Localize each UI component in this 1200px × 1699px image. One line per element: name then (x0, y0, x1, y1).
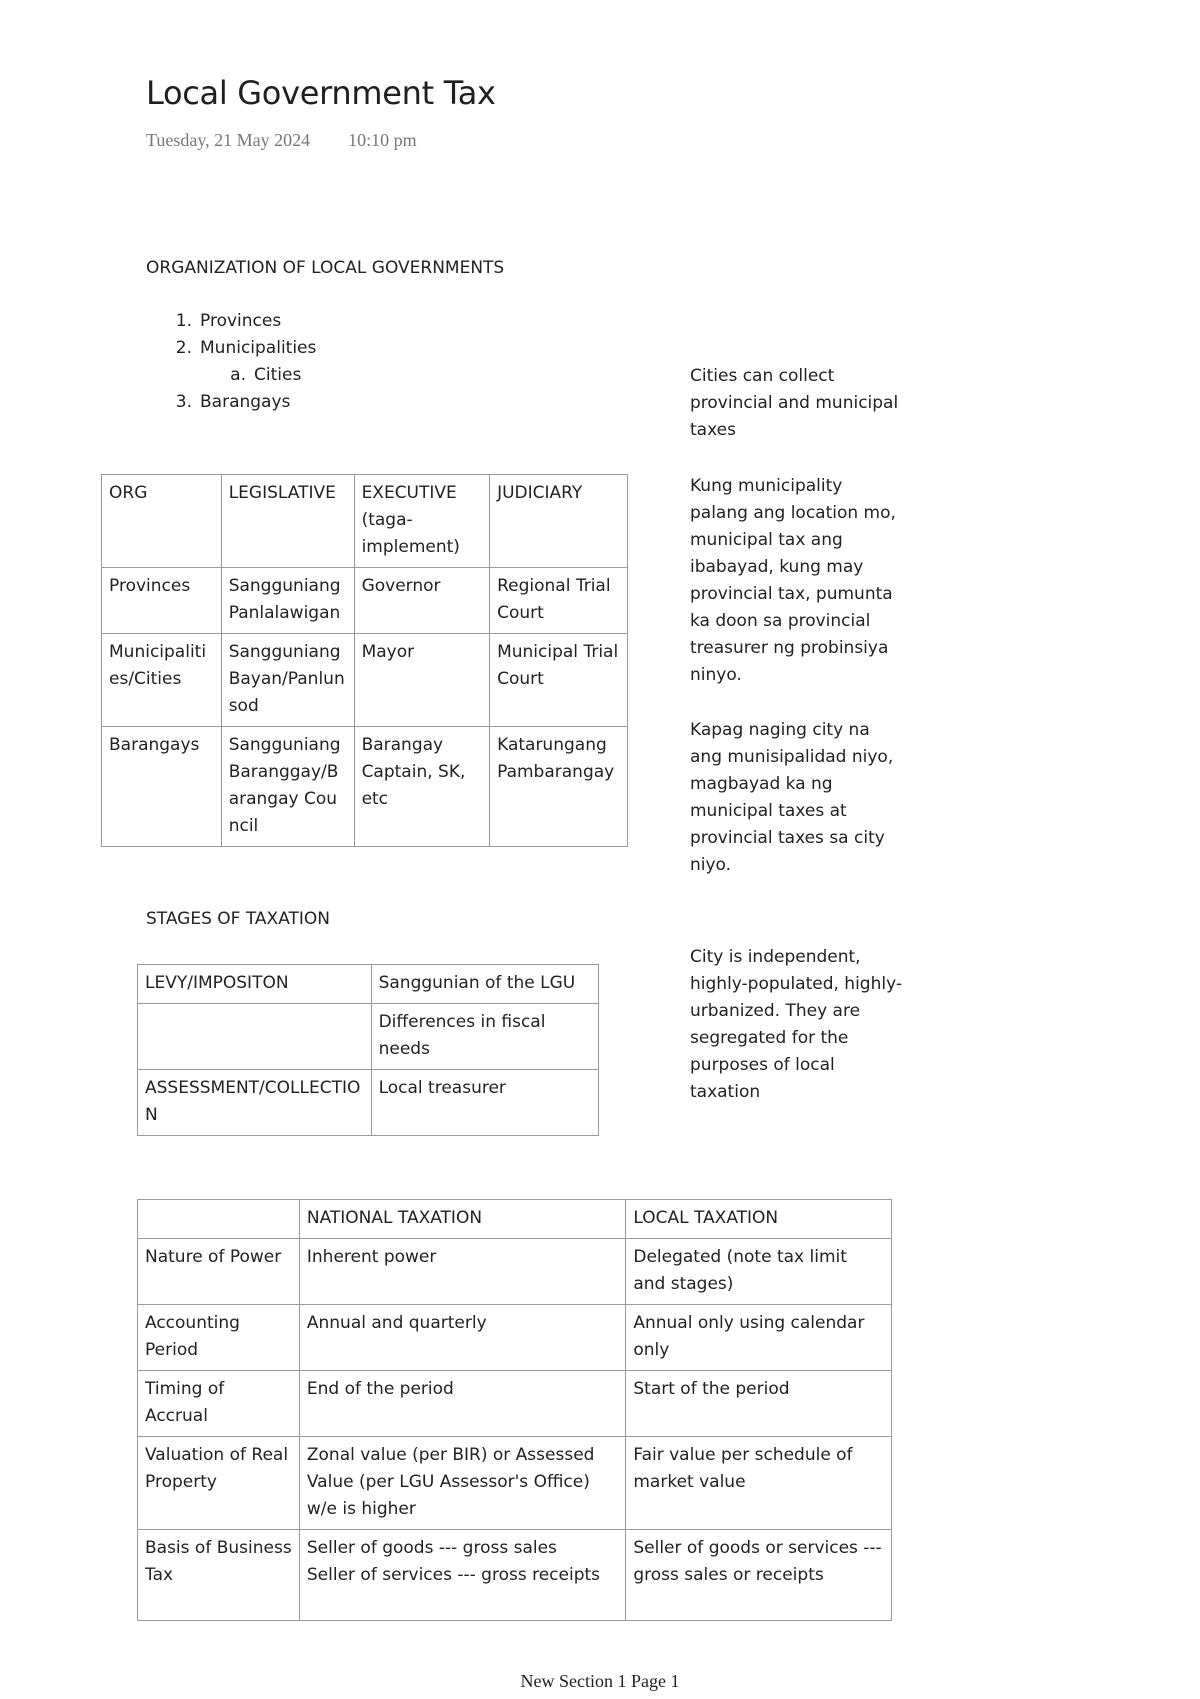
table-cell: Inherent power (299, 1239, 625, 1305)
table-cell: Zonal value (per BIR) or Assessed Value (per LGU Assessor's Office) w/e is higher (299, 1437, 625, 1530)
table-cell: End of the period (299, 1371, 625, 1437)
table-cell: Regional Trial Court (490, 568, 628, 634)
table-cell: Basis of Business Tax (138, 1530, 300, 1621)
table-cell: LOCAL TAXATION (626, 1200, 892, 1239)
table-row (138, 1371, 892, 1437)
table-cell: Accounting Period (138, 1305, 300, 1371)
table-cell: Barangays (102, 727, 222, 847)
table-cell: Mayor (354, 634, 490, 727)
list-label: Provinces (200, 311, 282, 331)
table-header-row (138, 1200, 892, 1239)
side-note-municipality: Kung municipality palang ang location mo, municipal tax ang ibabayad, kung may provincial tax, pumunta ka doon sa provincial treasurer ng probinsiya ninyo. (690, 476, 896, 685)
side-note-cities: Cities can collect provincial and municipal taxes (690, 366, 899, 440)
table-cell: JUDICIARY (490, 475, 628, 568)
table-cell: Sangguniang Panlalawigan (221, 568, 354, 634)
page-date: Tuesday, 21 May 2024 (146, 130, 311, 150)
table-cell: Differences in fiscal needs (371, 1004, 598, 1070)
table-cell: Start of the period (626, 1371, 892, 1437)
page-footer: New Section 1 Page 1 (520, 1671, 680, 1691)
list-item (146, 335, 316, 362)
list-number: a. (230, 365, 246, 385)
table-cell: Annual only using calendar only (626, 1305, 892, 1371)
table-cell: Sangguniang Bayan/Panlunsod (221, 634, 354, 727)
table-cell: Provinces (102, 568, 222, 634)
list-subitem (146, 362, 316, 389)
table-cell: Governor (354, 568, 490, 634)
table-cell: EXECUTIVE (taga-implement) (354, 475, 490, 568)
table-cell: Seller of goods or services --- gross sales or receipts (626, 1530, 892, 1621)
section-heading-organization: ORGANIZATION OF LOCAL GOVERNMENTS (146, 258, 505, 278)
table-cell: Nature of Power (138, 1239, 300, 1305)
table-cell: Timing of Accrual (138, 1371, 300, 1437)
table-cell: Seller of goods --- gross sales Seller of services --- gross receipts (299, 1530, 625, 1621)
table-row (102, 634, 628, 727)
page-title: Local Government Tax (146, 74, 496, 112)
table-row (138, 1070, 599, 1136)
table-cell: Valuation of Real Property (138, 1437, 300, 1530)
table-row (102, 727, 628, 847)
table-row (138, 965, 599, 1004)
table-cell: Katarungang Pambarangay (490, 727, 628, 847)
list-number: 3. (175, 392, 192, 412)
list-label: Barangays (200, 392, 291, 412)
table-cell: NATIONAL TAXATION (299, 1200, 625, 1239)
stages-table (137, 964, 599, 1136)
table-cell: ASSESSMENT/COLLECTION (138, 1070, 372, 1136)
list-item (146, 389, 316, 416)
table-cell: Sanggunian of the LGU (371, 965, 598, 1004)
list-item (146, 308, 316, 335)
table-row (102, 568, 628, 634)
table-cell: Annual and quarterly (299, 1305, 625, 1371)
outline-list (146, 308, 316, 416)
table-row (138, 1239, 892, 1305)
list-number: 2. (175, 338, 192, 358)
list-label: Cities (254, 365, 302, 385)
table-row (138, 1305, 892, 1371)
table-cell: Fair value per schedule of market value (626, 1437, 892, 1530)
table-row (138, 1004, 599, 1070)
table-cell: Municipalities/Cities (102, 634, 222, 727)
table-cell: Sangguniang Baranggay/Barangay Council (221, 727, 354, 847)
section-heading-stages: STAGES OF TAXATION (146, 909, 331, 929)
table-cell: LEGISLATIVE (221, 475, 354, 568)
table-cell: Local treasurer (371, 1070, 598, 1136)
table-cell: ORG (102, 475, 222, 568)
side-note-city-conversion: Kapag naging city na ang munisipalidad niyo, magbayad ka ng municipal taxes at provincial taxes sa city niyo. (690, 720, 894, 875)
side-note-city-independent: City is independent, highly-populated, highly-urbanized. They are segregated for the purposes of local taxation (690, 947, 902, 1102)
table-cell: LEVY/IMPOSITON (138, 965, 372, 1004)
list-number: 1. (175, 311, 192, 331)
table-cell: Municipal Trial Court (490, 634, 628, 727)
table-header-row (102, 475, 628, 568)
table-row (138, 1437, 892, 1530)
table-cell: Delegated (note tax limit and stages) (626, 1239, 892, 1305)
table-row (138, 1530, 892, 1621)
table-cell (138, 1004, 372, 1070)
table-cell (138, 1200, 300, 1239)
table-cell: Barangay Captain, SK, etc (354, 727, 490, 847)
comparison-table (137, 1199, 892, 1621)
page-meta (146, 130, 417, 151)
list-label: Municipalities (200, 338, 317, 358)
page-time: 10:10 pm (348, 130, 417, 150)
org-table (101, 474, 628, 847)
